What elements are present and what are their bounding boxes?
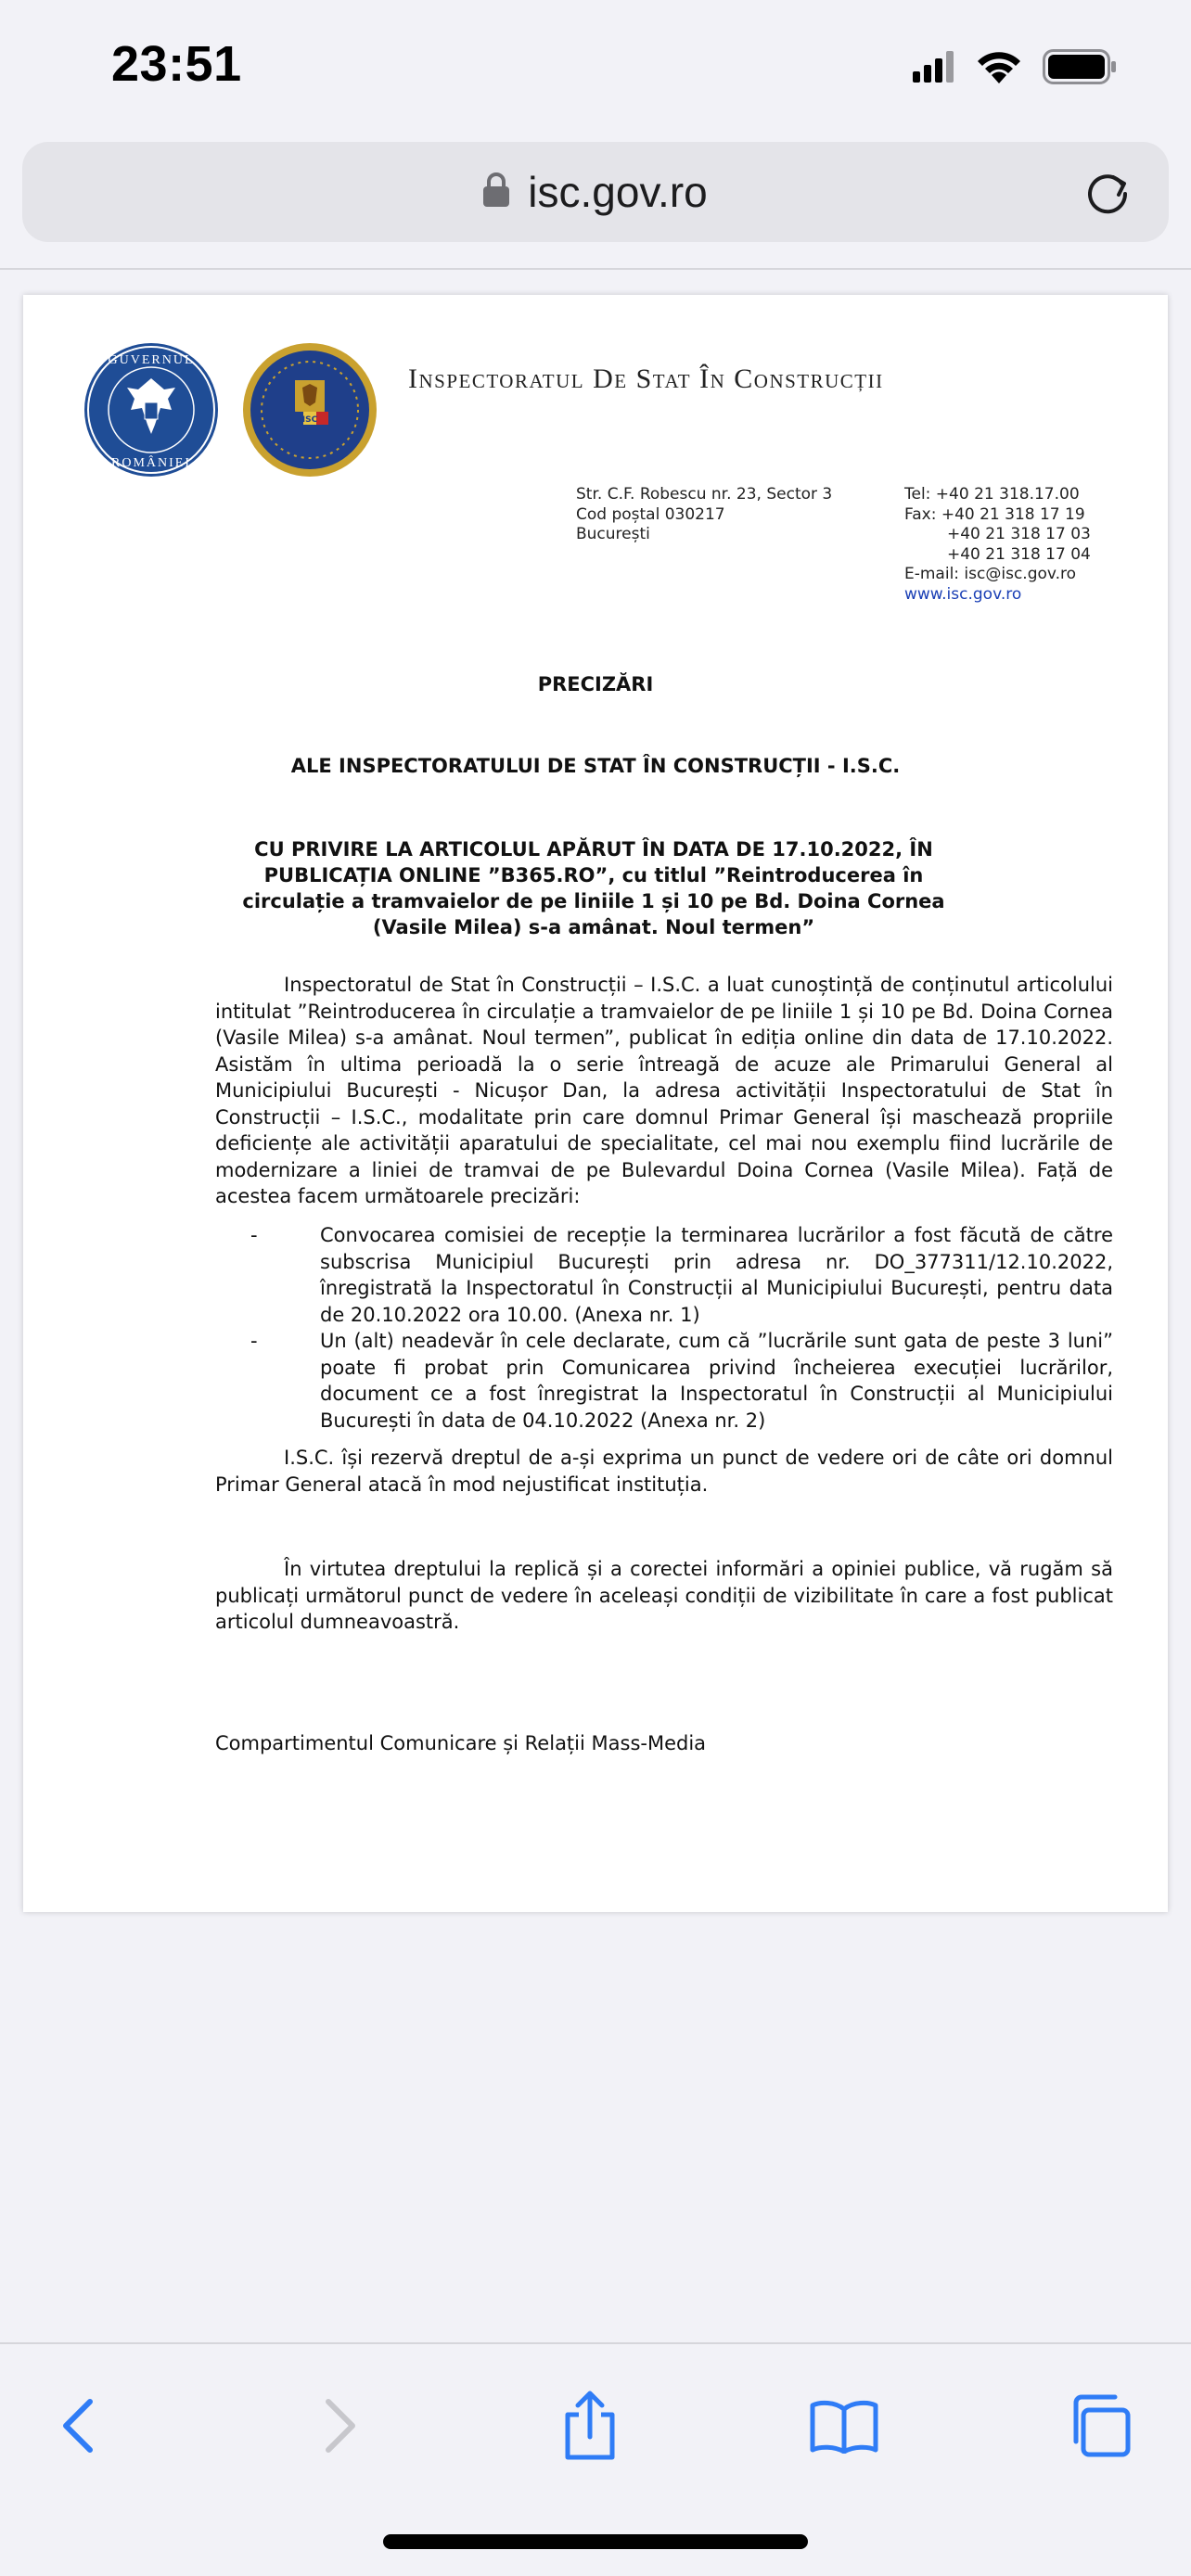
list-item [250, 1328, 1113, 1434]
paragraph-reservation: I.S.C. își rezervă dreptul de a-și exprima un punct de vedere ori de câte ori domnul Primar General atacă în mod nejustificat instituția. [215, 1447, 1113, 1496]
home-indicator[interactable] [383, 2534, 808, 2549]
forward-icon [321, 2398, 358, 2458]
svg-text:ISC: ISC [301, 415, 318, 425]
back-button[interactable] [32, 2381, 125, 2474]
contacts-block [904, 485, 1091, 605]
heading-isc: ALE INSPECTORATULUI DE STAT ÎN CONSTRUCȚII - I.S.C. [290, 755, 901, 777]
battery-icon [1043, 49, 1117, 89]
heading-article: CU PRIVIRE LA ARTICOLUL APĂRUT ÎN DATA DE 17.10.2022, ÎN PUBLICAȚIA ONLINE ”B365.RO”, cu titlul ”Reintroducerea în circulație a tramvaielor de pe liniile 1 și 10 pe Bd. Doina Cornea (Vasile Milea) s-a amânat. Noul termen” [242, 838, 945, 938]
list-item-text: Convocarea comisiei de recepție la terminarea lucrărilor a fost făcută de către subscrisa Municipiul București prin adresa nr. DO_377311/12.10.2022, înregistrată la Inspectoratul în Construcții al Municipiului București, pentru data de 20.10.2022 ora 10.00. (Anexa nr. 1) [320, 1224, 1113, 1326]
share-button[interactable] [544, 2381, 636, 2474]
phone-number: Tel: +40 21 318.17.00 [904, 485, 1080, 504]
tabs-button[interactable] [1053, 2381, 1146, 2474]
document-page [23, 295, 1168, 1912]
paragraph-request: În virtutea dreptului la replică și a corectei informări a opiniei publice, vă rugăm să publicați următorul punct de vedere în aceleași condiții de vizibilitate în care a fost publicat articolul dumneavoastră. [215, 1558, 1113, 1633]
address-line: București [576, 525, 650, 543]
status-time: 23:51 [111, 36, 242, 92]
heading-precizari: PRECIZĂRI [537, 673, 654, 695]
wifi-icon [976, 50, 1022, 88]
fax-number: Fax: +40 21 318 17 19 [904, 504, 1085, 524]
institution-title: Inspectoratul De Stat În Construcții [408, 363, 884, 394]
status-bar [0, 0, 1191, 130]
bullet-list [250, 1222, 1113, 1434]
website-link[interactable]: www.isc.gov.ro [904, 584, 1022, 604]
email-address: E-mail: isc@isc.gov.ro [904, 565, 1077, 583]
bullet-marker: - [250, 1224, 258, 1246]
forward-button[interactable] [293, 2381, 386, 2474]
reload-icon[interactable] [1082, 166, 1133, 223]
tabs-icon [1067, 2393, 1132, 2463]
signature: Compartimentul Comunicare și Relații Mass-Media [215, 1732, 707, 1754]
isc-seal-logo [241, 341, 378, 482]
address-block [576, 485, 832, 545]
bookmarks-button[interactable] [798, 2381, 890, 2474]
list-item [250, 1222, 1113, 1328]
address-line: Str. C.F. Robescu nr. 23, Sector 3 [576, 485, 833, 504]
paragraph-main: Inspectoratul de Stat în Construcții – I.S.C. a luat cunoștință de conținutul articolului intitulat ”Reintroducerea în circulație a tramvaielor de pe liniile 1 și 10 pe Bd. Doina Cornea (Vasile Milea) s-a amânat. Noul termen”, publicat în ediția online din data de 17.10.2022. Asistăm în ultima perioadă la o serie întreagă de acuze ale Primarului General al Municipiului București - Nicușor Dan, la adresa activității Inspectoratului de Stat în Construcții – I.S.C., modalitate prin care domnul Primar General își maschează propriile deficiențe ale activității aparatului de specialitate, cel mai nou exemplu fiind lucrările de modernizare a liniei de tramvai de pe Bulevardul Doina Cornea (Vasile Milea). Față de acestea facem următoarele precizări: [215, 974, 1113, 1207]
fax-number-extra: +40 21 318 17 04 [947, 544, 1091, 564]
cellular-signal-icon [913, 51, 955, 87]
share-icon [562, 2391, 618, 2466]
bookmarks-icon [809, 2398, 879, 2458]
lock-icon [483, 167, 509, 217]
guvernul-romaniei-logo [83, 341, 220, 482]
list-item-text: Un (alt) neadevăr în cele declarate, cum că ”lucrările sunt gata de peste 3 luni” poate fi probat prin Comunicarea privind încheierea execuției lucrărilor, document ce a fost înregistrat la Inspectoratul în Construcții al Municipiului București în data de 04.10.2022 (Anexa nr. 2) [320, 1330, 1113, 1432]
back-icon [60, 2398, 97, 2458]
url-text[interactable]: isc.gov.ro [528, 168, 708, 216]
status-icons [913, 48, 1117, 89]
svg-text:ROMÂNIEI: ROMÂNIEI [111, 456, 191, 470]
address-line: Cod poștal 030217 [576, 504, 725, 524]
bullet-marker: - [250, 1330, 258, 1352]
address-bar[interactable] [22, 142, 1169, 242]
svg-text:GUVERNUL: GUVERNUL [108, 353, 195, 367]
header-divider [0, 268, 1191, 270]
fax-number-extra: +40 21 318 17 03 [947, 525, 1091, 543]
